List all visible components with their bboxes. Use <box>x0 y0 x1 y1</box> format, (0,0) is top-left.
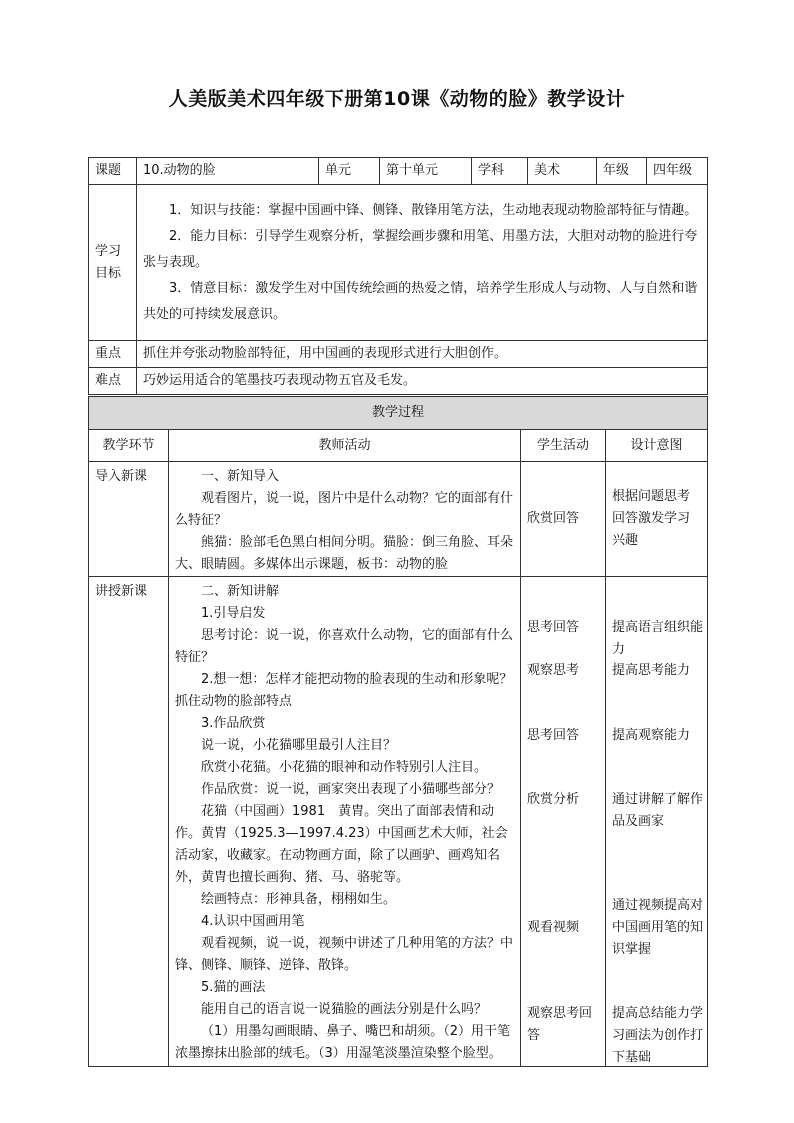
label-xueke: 学科 <box>472 158 528 185</box>
label-keti: 课题 <box>89 158 137 185</box>
teacher-line: 说一说，小花猫哪里最引人注目？ <box>201 738 397 753</box>
student-activity: 思考回答 <box>527 620 580 635</box>
design-intent: 提高思考能力 <box>612 663 691 678</box>
teacher-line: 2.想一想：怎样才能把动物的脸表现的生动和形象呢？抓住动物的脸部特点 <box>175 672 513 709</box>
goal-1: 1．知识与技能：掌握中国画中锋、侧锋、散锋用笔方法，生动地表现动物脸部特征与情趣。 <box>169 202 698 218</box>
design-intent: 通过讲解了解作品及画家 <box>612 792 704 829</box>
teacher-line: 二、新知讲解 <box>201 584 280 599</box>
teacher-intro <box>169 462 521 577</box>
student-activity: 观察思考回答 <box>527 1006 593 1043</box>
lesson-info-table <box>88 157 708 395</box>
teacher-line: （1）用墨勾画眼睛、鼻子、嘴巴和胡须。（2）用干笔浓墨擦抹出脸部的绒毛。（3）用湿笔淡墨渲染整个脸型。 <box>175 1024 511 1061</box>
teacher-line: 5.猫的画法 <box>201 980 266 995</box>
student-intro: 欣赏回答 <box>521 462 606 577</box>
col-intent: 设计意图 <box>606 430 708 462</box>
teaching-process-table <box>88 396 708 1067</box>
value-nianji: 四年级 <box>647 158 708 185</box>
teacher-line: 能用自己的语言说一说猫脸的画法分别是什么吗？ <box>201 1002 488 1017</box>
intent-intro: 根据问题思考回答激发学习兴趣 <box>606 462 708 577</box>
process-header: 教学过程 <box>89 397 708 430</box>
teacher-line: 4.认识中国画用笔 <box>201 914 305 929</box>
teacher-line: 3.作品欣赏 <box>201 716 266 731</box>
col-student: 学生活动 <box>521 430 606 462</box>
document-title: 人美版美术四年级下册第10课《动物的脸》教学设计 <box>168 88 626 110</box>
label-danyuan: 单元 <box>319 158 380 185</box>
design-intent: 通过视频提高对中国画用笔的知识掌握 <box>612 898 704 957</box>
col-stage: 教学环节 <box>89 430 169 462</box>
student-activity: 思考回答 <box>527 728 580 743</box>
teacher-line: 观看视频，说一说，视频中讲述了几种用笔的方法？中锋、侧锋、顺锋、逆锋、散锋。 <box>175 936 514 973</box>
design-intent: 提高总结能力学习画法为创作打下基础 <box>612 1006 704 1065</box>
design-intent: 提高语言组织能力 <box>612 620 704 657</box>
label-nianji: 年级 <box>597 158 647 185</box>
goals-label-line2: 目标 <box>95 265 122 281</box>
label-goals <box>89 185 137 341</box>
teacher-new <box>169 577 521 1067</box>
teacher-line: 一、新知导入 <box>201 469 280 484</box>
design-intent: 提高观察能力 <box>612 728 691 743</box>
difficulty-text: 巧妙运用适合的笔墨技巧表现动物五官及毛发。 <box>137 368 708 395</box>
col-teacher: 教师活动 <box>169 430 521 462</box>
goal-3: 3．情意目标：激发学生对中国传统绘画的热爱之情，培养学生形成人与动物、人与自然和谐共处的可持续发展意识。 <box>143 280 698 322</box>
teacher-line: 欣赏小花猫。小花猫的眼神和动作特别引人注目。 <box>201 760 488 775</box>
teacher-line: 1.引导启发 <box>201 606 266 621</box>
value-xueke: 美术 <box>528 158 597 185</box>
intent-new <box>606 577 708 1067</box>
student-new <box>521 577 606 1067</box>
label-key-point: 重点 <box>89 341 137 368</box>
stage-intro: 导入新课 <box>89 462 169 577</box>
key-point-text: 抓住并夸张动物脸部特征，用中国画的表现形式进行大胆创作。 <box>137 341 708 368</box>
goals-label-line1: 学习 <box>95 243 122 259</box>
student-activity: 观察思考 <box>527 663 580 678</box>
teacher-line: 作品欣赏：说一说，画家突出表现了小猫哪些部分？ <box>201 782 501 797</box>
label-difficulty: 难点 <box>89 368 137 395</box>
value-danyuan: 第十单元 <box>380 158 472 185</box>
stage-new: 讲授新课 <box>89 577 169 1067</box>
student-activity: 欣赏分析 <box>527 792 580 807</box>
teacher-line: 思考讨论：说一说，你喜欢什么动物，它的面部有什么特征？ <box>175 628 514 665</box>
teacher-line: 观看图片，说一说，图片中是什么动物？它的面部有什么特征？ <box>175 491 514 528</box>
teacher-line: 绘画特点：形神具备，栩栩如生。 <box>201 892 397 907</box>
teacher-line: 花猫（中国画）1981 黄胄。突出了面部表情和动作。黄胄（1925.3—1997.4.23）中国画艺术大师，社会活动家，收藏家。在动物画方面，除了以画驴、画鸡知名外，黄胄也擅长画狗、猪、马、骆驼等。 <box>175 804 508 885</box>
goals-content <box>137 185 708 341</box>
teacher-line: 熊猫：脸部毛色黑白相间分明。猫脸：倒三角脸、耳朵大、眼睛圆。多媒体出示课题，板书：动物的脸 <box>175 535 514 572</box>
student-activity: 观看视频 <box>527 920 580 935</box>
value-keti: 10.动物的脸 <box>137 158 319 185</box>
goal-2: 2．能力目标：引导学生观察分析，掌握绘画步骤和用笔、用墨方法，大胆对动物的脸进行夸张与表现。 <box>143 228 698 270</box>
